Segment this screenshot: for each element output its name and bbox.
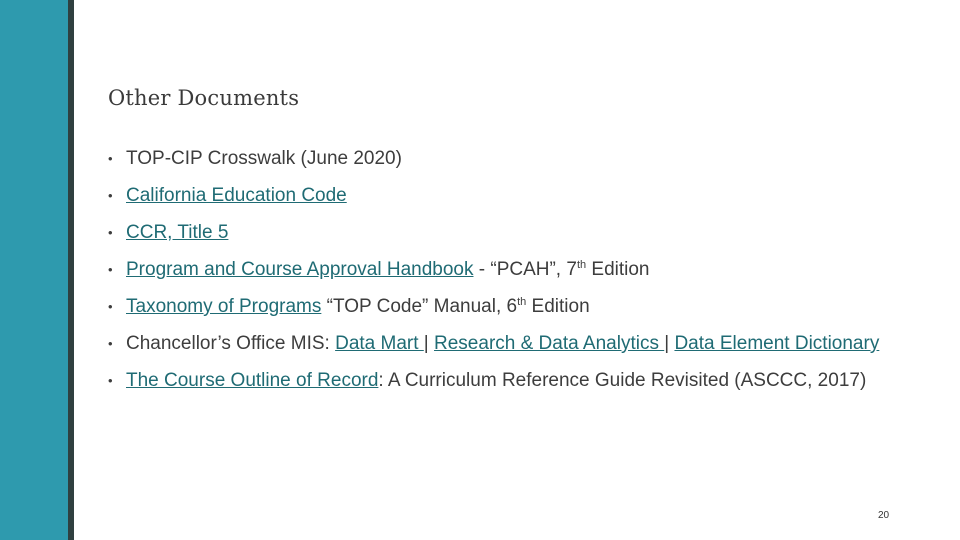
bullet-icon: • (108, 373, 113, 388)
list-item-taxonomy (108, 288, 908, 325)
bullet-icon: • (108, 151, 113, 166)
pcah-desc: - “PCAH”, 7 (473, 259, 577, 280)
list-item-mis (108, 325, 908, 362)
bullet-icon: • (108, 225, 113, 240)
pcah-tail: Edition (586, 259, 650, 280)
document-list (108, 140, 908, 399)
separator: | (664, 333, 675, 354)
bullet-icon: • (108, 188, 113, 203)
taxonomy-tail: Edition (526, 296, 590, 317)
education-code-link[interactable]: California Education Code (126, 185, 347, 206)
pcah-sup: th (576, 259, 587, 271)
page-number: 20 (878, 510, 890, 521)
side-accent-bar (0, 0, 68, 540)
ccr-title5-link[interactable]: CCR, Title 5 (126, 222, 229, 243)
course-outline-link[interactable]: The Course Outline of Record (126, 370, 379, 391)
list-item-pcah (108, 251, 908, 288)
list-item-ccr-title5 (108, 214, 908, 251)
list-item-education-code (108, 177, 908, 214)
taxonomy-link[interactable]: Taxonomy of Programs (126, 296, 322, 317)
item-text: TOP-CIP Crosswalk (June 2020) (126, 148, 402, 169)
data-mart-link[interactable]: Data Mart (335, 333, 424, 354)
research-analytics-link[interactable]: Research & Data Analytics (434, 333, 665, 354)
list-item-course-outline (108, 362, 908, 399)
separator: | (423, 333, 435, 354)
pcah-link[interactable]: Program and Course Approval Handbook (126, 259, 474, 280)
taxonomy-desc: “TOP Code” Manual, 6 (321, 296, 518, 317)
slide-title: Other Documents (108, 86, 300, 110)
bullet-icon: • (108, 336, 113, 351)
bullet-icon: • (108, 262, 113, 277)
course-outline-desc: : A Curriculum Reference Guide Revisited (ASCCC, 2017) (378, 370, 867, 391)
data-element-dictionary-link[interactable]: Data Element Dictionary (674, 333, 880, 354)
mis-prefix: Chancellor’s Office MIS: (126, 333, 336, 354)
bullet-icon: • (108, 299, 113, 314)
list-item-top-cip (108, 140, 908, 177)
side-accent-edge (68, 0, 74, 540)
taxonomy-sup: th (517, 296, 527, 308)
